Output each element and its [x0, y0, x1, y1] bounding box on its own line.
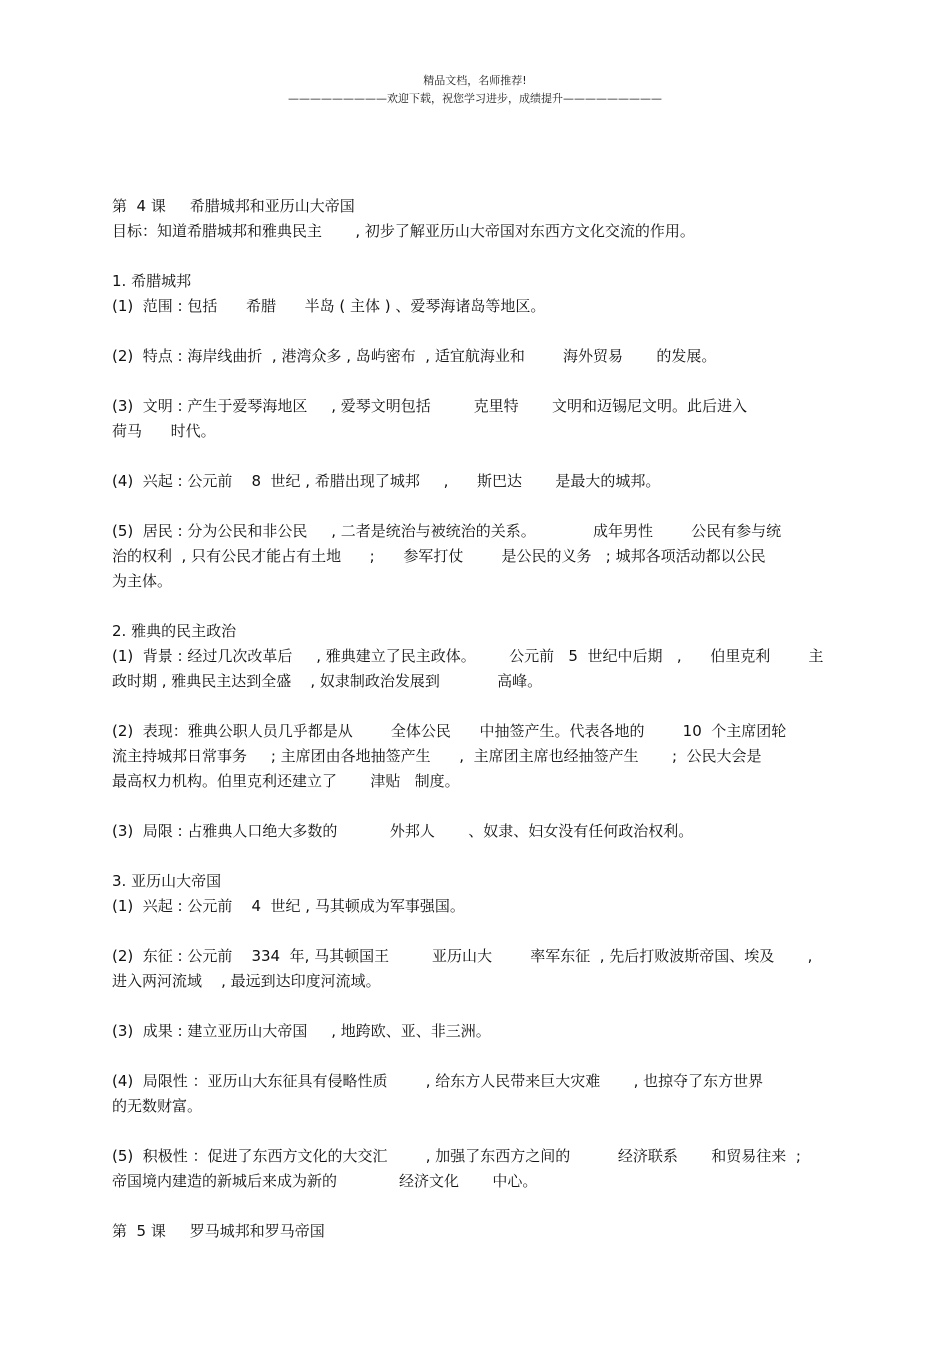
text-line: 目标：知道希腊城邦和雅典民主 , 初步了解亚历山大帝国对东西方文化交流的作用。	[112, 222, 695, 240]
text-line: (2) 特点 : 海岸线曲折 , 港湾众多 , 岛屿密布 , 适宜航海业和 海外贸易 的发展。	[112, 347, 717, 365]
text-line: 流主持城邦日常事务 ; 主席团由各地抽签产生 , 主席团主席也经抽签产生 ; 公民大会是	[112, 747, 762, 765]
text-line: 3. 亚历山大帝国	[112, 872, 222, 890]
page-header	[0, 72, 950, 108]
text-line: 的无数财富。	[112, 1097, 203, 1115]
text-line: (1) 兴起 : 公元前 4 世纪 , 马其顿成为军事强国。	[112, 897, 465, 915]
text-line: (5) 居民 : 分为公民和非公民 , 二者是统治与被统治的关系。 成年男性 公民有参与统	[112, 522, 782, 540]
blank-line	[112, 444, 847, 469]
blank-line	[112, 794, 847, 819]
document-body	[112, 194, 847, 1244]
text-line: 治的权利 , 只有公民才能占有土地 ; 参军打仗 是公民的义务 ; 城邦各项活动都以公民	[112, 547, 766, 565]
text-line: (3) 局限 : 占雅典人口绝大多数的 外邦人 、奴隶、妇女没有任何政治权利。	[112, 822, 694, 840]
blank-line	[112, 919, 847, 944]
text-line: (2) 表现：雅典公职人员几乎都是从 全体公民 中抽签产生。代表各地的 10 个主席团轮	[112, 722, 787, 740]
header-line-2: —————————欢迎下载，祝您学习进步，成绩提升—————————	[288, 92, 662, 105]
blank-line	[112, 1119, 847, 1144]
blank-line	[112, 994, 847, 1019]
blank-line	[112, 319, 847, 344]
text-line: 为主体。	[112, 572, 173, 590]
blank-line	[112, 844, 847, 869]
blank-line	[112, 1194, 847, 1219]
blank-line	[112, 494, 847, 519]
header-line-1: 精品文档，名师推荐!	[423, 74, 527, 87]
text-line: (3) 文明 : 产生于爱琴海地区 , 爱琴文明包括 克里特 文明和迈锡尼文明。此后进入	[112, 397, 748, 415]
text-line: 帝国境内建造的新城后来成为新的 经济文化 中心。	[112, 1172, 538, 1190]
text-line: 政时期 , 雅典民主达到全盛 , 奴隶制政治发展到 高峰。	[112, 672, 543, 690]
blank-line	[112, 244, 847, 269]
text-line: 进入两河流域 , 最远到达印度河流域。	[112, 972, 381, 990]
text-line: 第 4 课 希腊城邦和亚历山大帝国	[112, 197, 355, 215]
text-line: (5) 积极性 ：促进了东西方文化的大交汇 , 加强了东西方之间的 经济联系 和贸易往来 ;	[112, 1147, 801, 1165]
text-line: (4) 兴起 : 公元前 8 世纪 , 希腊出现了城邦 , 斯巴达 是最大的城邦。	[112, 472, 661, 490]
text-line: 荷马 时代。	[112, 422, 216, 440]
text-line: (1) 背景 : 经过几次改革后 , 雅典建立了民主政体。 公元前 5 世纪中后期 , 伯里克利 主	[112, 647, 824, 665]
text-line: (1) 范围 : 包括 希腊 半岛 ( 主体 ) 、爱琴海诸岛等地区。	[112, 297, 546, 315]
text-line: (4) 局限性 ：亚历山大东征具有侵略性质 , 给东方人民带来巨大灾难 , 也掠夺了东方世界	[112, 1072, 764, 1090]
text-line: 2. 雅典的民主政治	[112, 622, 237, 640]
blank-line	[112, 594, 847, 619]
text-line: (2) 东征 : 公元前 334 年, 马其顿国王 亚历山大 率军东征 , 先后打败波斯帝国、埃及 ,	[112, 947, 813, 965]
blank-line	[112, 1044, 847, 1069]
blank-line	[112, 694, 847, 719]
text-line: 第 5 课 罗马城邦和罗马帝国	[112, 1222, 325, 1240]
blank-line	[112, 369, 847, 394]
text-line: 最高权力机构。伯里克利还建立了 津贴 制度。	[112, 772, 460, 790]
text-line: 1. 希腊城邦	[112, 272, 192, 290]
text-line: (3) 成果 : 建立亚历山大帝国 , 地跨欧、亚、非三洲。	[112, 1022, 491, 1040]
